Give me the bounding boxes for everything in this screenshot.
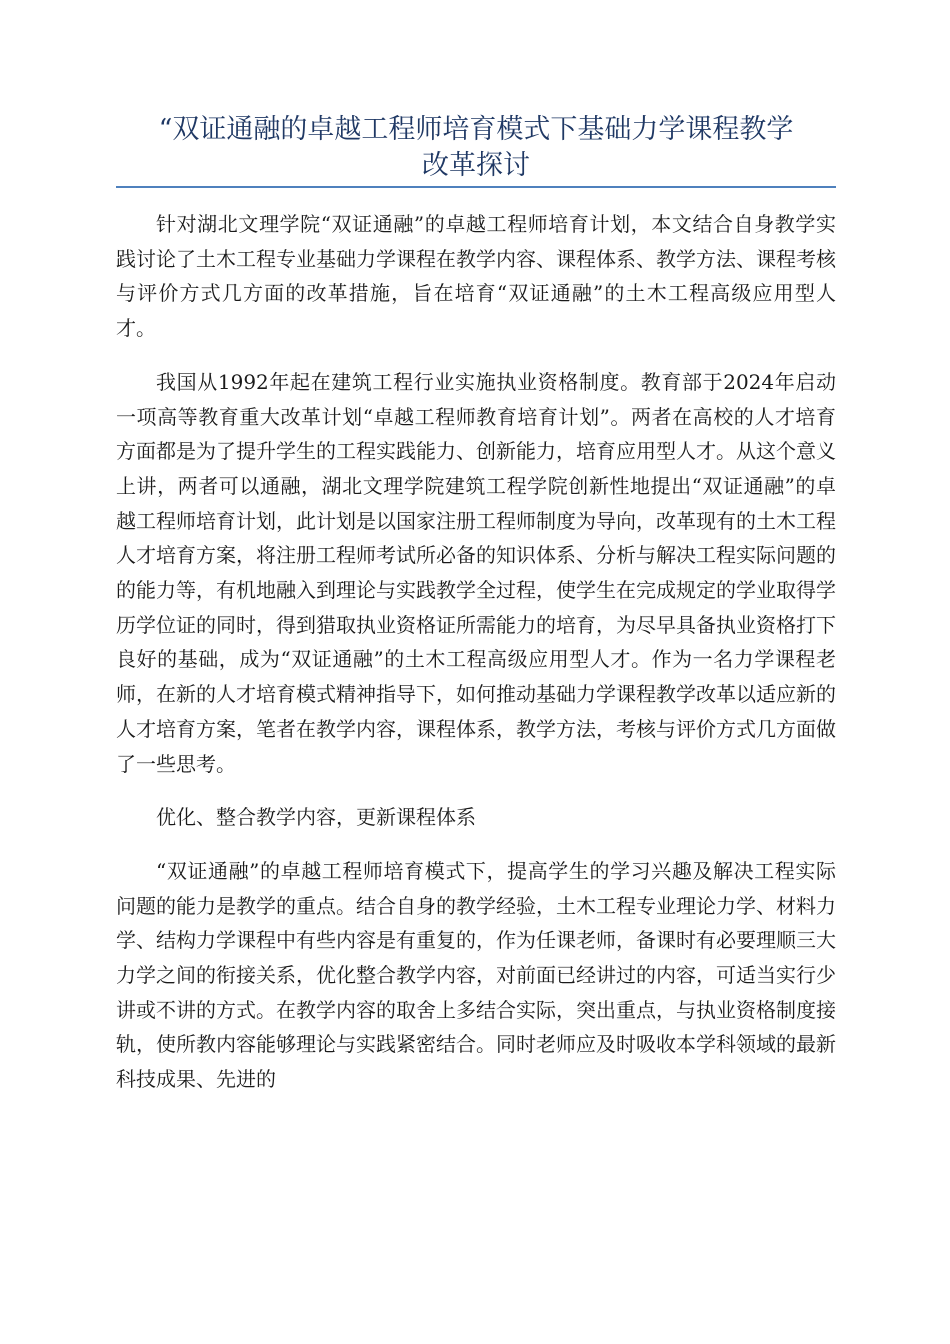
body-paragraph: “双证通融”的卓越工程师培育模式下，提高学生的学习兴趣及解决工程实际问题的能力是教学的重点。结合自身的教学经验，土木工程专业理论力学、材料力学、结构力学课程中有些内容是有重复的，作为任课老师，备课时有必要理顺三大力学之间的衔接关系，优化整合教学内容，对前面已经讲过的内容，可适当实行少讲或不讲的方式。在教学内容的取舍上多结合实际，突出重点，与执业资格制度接轨，使所教内容能够理论与实践紧密结合。同时老师应及时吸收本学科领域的最新科技成果、先进的 [116,858,836,1092]
title-underline [116,186,836,188]
section-heading: 优化、整合教学内容，更新课程体系 [156,805,476,830]
title-line-1: “双证通融的卓越工程师培育模式下基础力学课程教学 [158,114,794,145]
document-title [116,112,836,184]
intro-paragraph: 我国从1992年起在建筑工程行业实施执业资格制度。教育部于2024年启动一项高等教育重大改革计划“卓越工程师教育培育计划”。两者在高校的人才培育方面都是为了提升学生的工程实践能力、创新能力，培育应用型人才。从这个意义上讲，两者可以通融，湖北文理学院建筑工程学院创新性地提出“双证通融”的卓越工程师培育计划，此计划是以国家注册工程师制度为导向，改革现有的土木工程人才培育方案，将注册工程师考试所必备的知识体系、分析与解决工程实际问题的的能力等，有机地融入到理论与实践教学全过程，使学生在完成规定的学业取得学历学位证的同时，得到猎取执业资格证所需能力的培育，为尽早具备执业资格打下良好的基础，成为“双证通融”的土木工程高级应用型人才。作为一名力学课程老师，在新的人才培育模式精神指导下，如何推动基础力学课程教学改革以适应新的人才培育方案，笔者在教学内容，课程体系，教学方法，考核与评价方式几方面做了一些思考。 [116,369,836,776]
title-line-2: 改革探讨 [422,150,530,181]
document-body [116,207,836,1116]
abstract-paragraph: 针对湖北文理学院“双证通融”的卓越工程师培育计划，本文结合自身教学实践讨论了土木工程专业基础力学课程在教学内容、课程体系、教学方法、课程考核与评价方式几方面的改革措施，旨在培育“双证通融”的土木工程高级应用型人才。 [116,212,836,341]
